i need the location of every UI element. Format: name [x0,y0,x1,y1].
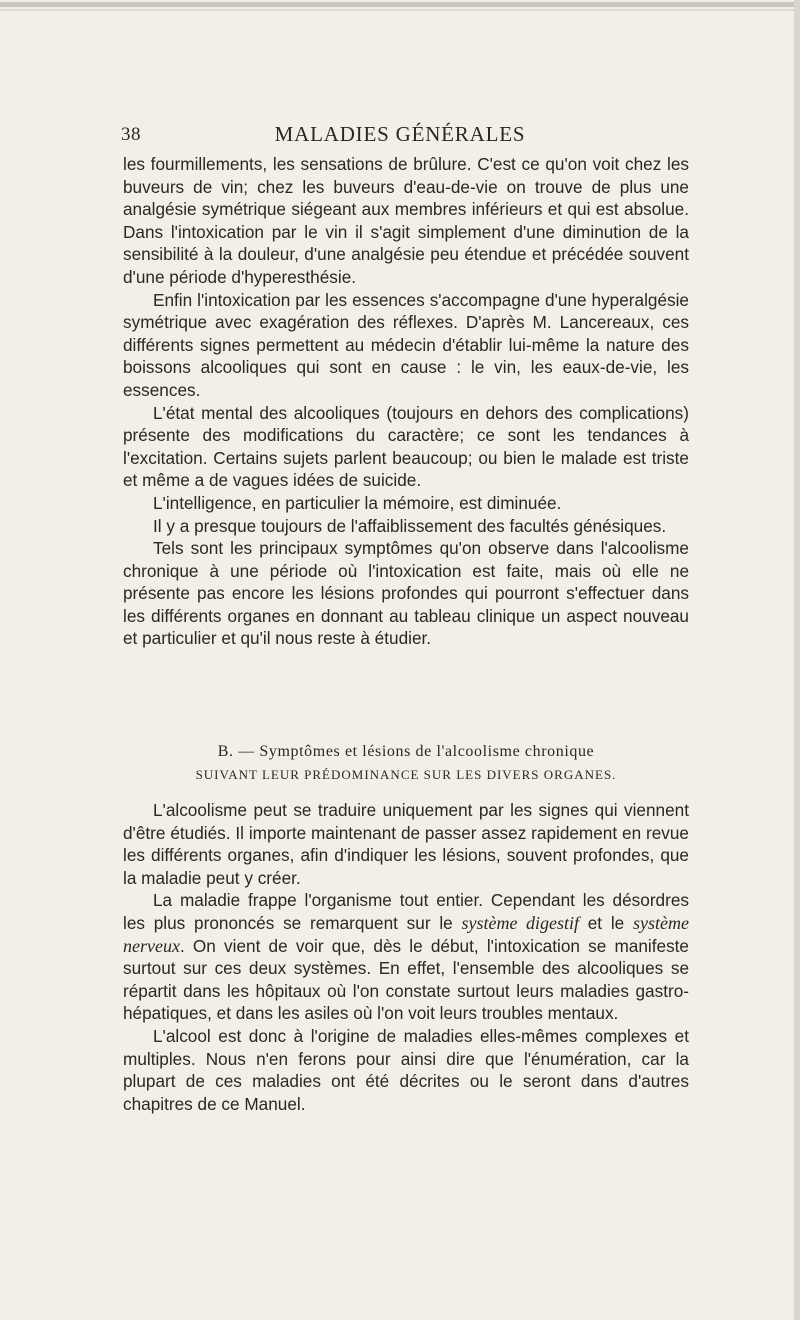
body-text-bottom [123,799,689,1115]
section-heading-line1: B. — Symptômes et lésions de l'alcoolisme chronique [217,743,595,760]
paragraph: Enfin l'intoxication par les essences s'accompagne d'une hyperalgésie symétrique avec exagération des réflexes. D'après M. Lancereaux, ces différents signes permettent au médecin d'établir lui-même la nature des boissons alcooliques qui sont en cause : le vin, les eaux-de-vie, les essences. [123,289,689,400]
top-border-rule [0,2,800,7]
paragraph: L'alcoolisme peut se traduire uniquement par les signes qui viennent d'être étudiés. Il importe maintenant de passer assez rapidement en revue les différents organes, afin d'indiquer les lésions, souvent profondes, que la maladie peut y créer. [123,800,689,888]
section-heading [123,740,689,786]
page-edge-shadow [794,0,800,1320]
emphasis-systeme-nerveux: système nerveux [123,912,689,956]
emphasis-systeme-digestif: système digestif [461,912,579,933]
paragraph [123,889,689,1025]
paragraph: Tels sont les principaux symptômes qu'on observe dans l'alcoolisme chronique à une période où l'intoxication est faite, mais où elle ne présente pas encore les lésions profondes qui pourront s'effectuer dans les différents organes en donnant au tableau clinique un aspect nouveau et particulier et qu'il nous reste à étudier. [123,538,689,649]
paragraph: les fourmillements, les sensations de brûlure. C'est ce qu'on voit chez les buveurs de vin; chez les buveurs d'eau-de-vie on trouve de plus une analgésie symétrique siégeant aux membres inférieurs et qui est absolue. Dans l'intoxication par le vin il s'agit simplement d'une diminution de la sensibilité à la douleur, d'une analgésie peu étendue et précédée souvent d'une période d'hyperesthésie. [123,154,689,287]
paragraph-text: . On vient de voir que, dès le début, l'intoxication se manifeste surtout sur ces deux systèmes. En effet, l'ensemble des alcooliques se répartit dans les hôpitaux où l'on constate surtout leurs maladies gastro-hépatiques, et dans les asiles où l'on voit leurs troubles mentaux. [123,935,689,1024]
paragraph: Il y a presque toujours de l'affaiblissement des facultés génésiques. [153,515,667,536]
top-border-rule-thin [0,9,800,11]
section-heading-line2: SUIVANT LEUR PRÉDOMINANCE SUR LES DIVERS ORGANES. [195,767,617,782]
paragraph-text: La maladie frappe l'organisme tout entier. Cependant les désordres les plus prononcés se remarquent sur le [123,890,689,933]
paragraph: L'alcool est donc à l'origine de maladies elles-mêmes complexes et multiples. Nous n'en ferons pour ainsi dire que l'énumération, car la plupart de ces maladies ont été décrites ou le seront dans d'autres chapitres de ce Manuel. [123,1025,689,1114]
paragraph-text: et le [578,912,634,933]
page-number: 38 [121,124,141,145]
running-head: MALADIES GÉNÉRALES [274,122,526,146]
paragraph: L'état mental des alcooliques (toujours en dehors des complications) présente des modifications du caractère; ce sont les tendances à l'excitation. Certains sujets parlent beaucoup; ou bien le malade est triste et même a de vagues idées de suicide. [123,402,689,491]
paragraph: L'intelligence, en particulier la mémoire, est diminuée. [153,492,562,513]
body-text-top [123,153,689,650]
